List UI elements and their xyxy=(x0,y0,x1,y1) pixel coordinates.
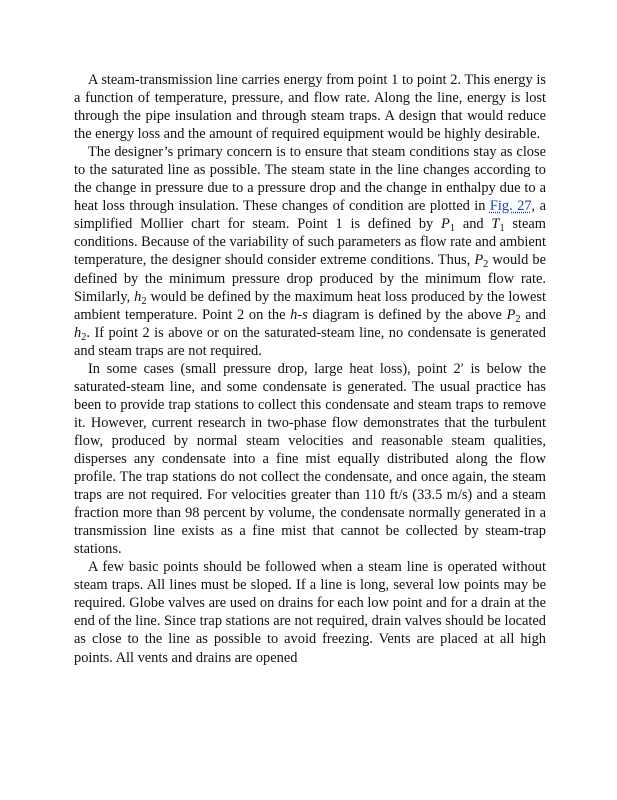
variable-symbol: h xyxy=(74,324,82,341)
paragraph xyxy=(74,71,546,143)
variable-symbol: P xyxy=(441,216,450,233)
variable-subscript: 1 xyxy=(499,223,505,235)
paragraph xyxy=(74,558,546,666)
variable-subscript: 2 xyxy=(81,331,87,343)
math-variable xyxy=(507,307,521,323)
text-run: A steam-transmission line carries energy from point 1 to point 2. This energy is a function of temperature, pressure, and flow rate. Along the line, energy is lost through the pipe insulation and through steam traps. A design that would reduce the energy loss and the amount of required equipment would be highly desirable. xyxy=(74,72,546,143)
variable-symbol: h xyxy=(134,288,142,305)
variable-subscript: 1 xyxy=(449,223,456,235)
math-variable xyxy=(441,216,456,235)
variable-subscript: 2 xyxy=(141,295,147,307)
text-run: diagram is defined by the above xyxy=(307,306,507,323)
variable-symbol: h-s xyxy=(290,306,308,323)
variable-subscript: 2 xyxy=(515,313,521,325)
math-variable xyxy=(74,325,86,341)
text-run: would be defined by the maximum heat loss produced by the lowest ambient temperature. Point 2 on the xyxy=(74,288,546,323)
math-variable xyxy=(290,307,308,323)
math-variable xyxy=(134,289,146,305)
text-run: and xyxy=(455,216,492,233)
text-run: would be defined by the minimum pressure drop produced by the minimum flow rate. Similarly, xyxy=(74,252,546,305)
variable-symbol: P xyxy=(506,306,516,323)
paragraph xyxy=(74,360,546,559)
variable-subscript: 2 xyxy=(483,259,489,271)
text-run: In some cases (small pressure drop, large heat loss), point 2′ is below the saturated-steam line, and some condensate is generated. The usual practice has been to provide trap stations to collect this condensate and steam traps to remove it. However, current research in two-phase flow demonstrates that the turbulent flow, produced by normal steam velocities and reasonable steam qualities, disperses any condensate into a fine mist equally distributed along the flow profile. The trap stations do not collect the condensate, and once again, the steam traps are not required. For velocities greater than 110 ft/s (33.5 m/s) and a steam fraction more than 98 percent by volume, the condensate normally generated in a transmission line exists as a fine mist that cannot be collected by steam-trap stations. xyxy=(74,360,546,558)
figure-link[interactable]: Fig. 27 xyxy=(489,198,532,215)
variable-symbol: T xyxy=(491,216,500,233)
text-run: and xyxy=(520,306,546,323)
math-variable xyxy=(474,252,489,271)
variable-symbol: P xyxy=(474,252,484,269)
text-run: . If point 2 is above or on the saturated-steam line, no condensate is generated and steam traps are not required. xyxy=(74,324,546,359)
text-run: The designer’s primary concern is to ensure that steam conditions stay as close to the saturated line as possible. The steam state in the line changes according to the change in pressure due to a pressure drop and the change in enthalpy due to a heat loss through insulation. These changes of condition are plotted in xyxy=(74,144,546,215)
paragraph xyxy=(74,143,546,360)
document-body xyxy=(74,71,546,667)
text-run: steam conditions. Because of the variability of such parameters as flow rate and ambient temperature, the designer should consider extreme conditions. Thus, xyxy=(74,216,546,269)
math-variable xyxy=(491,216,505,235)
text-run: A few basic points should be followed when a steam line is operated without steam traps. All lines must be sloped. If a line is long, several low points may be required. Globe valves are used on drains for each low point and for a drain at the end of the line. Since trap stations are not required, drain valves should be located as close to the line as possible to avoid freezing. Vents are placed at all high points. All vents and drains are opened xyxy=(74,559,546,666)
text-run: , a simplified Mollier chart for steam. Point 1 is defined by xyxy=(74,198,546,233)
